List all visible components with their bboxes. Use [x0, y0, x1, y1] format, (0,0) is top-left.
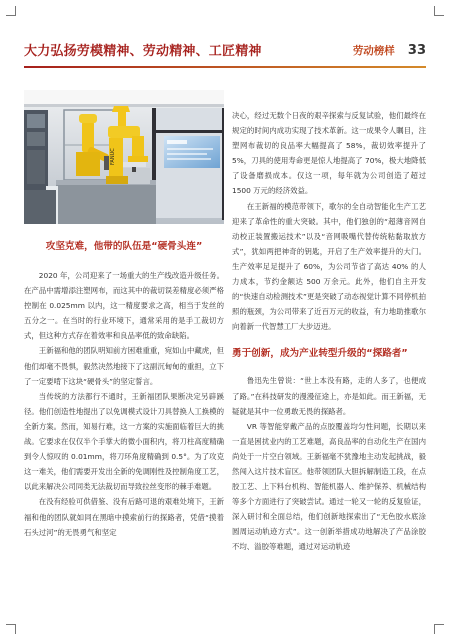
- left-paragraph-3: 当传统的方法都行不通时，王新福团队果断决定另辟蹊径。他们创造性地提出了以免调模式设计刀具替换人工换模的全新方案。然而，知易行难，这一方案的实施面临着巨大的挑战。它要求在仅仅半个手掌大的微小面积内，将刀柱高度精确到令人惊叹的 0.01mm，将刀环角度精确到 0.5°。为了攻克这一难关，他们需要开发出全新的免调刚性及控制角度工艺，以此来解决公司同类无法裁切而导致拉丝变形的棘手难题。: [24, 391, 224, 492]
- crop-mark-bottom-left: [6, 624, 16, 634]
- left-subheading: 攻坚克难，他带的队伍是“硬骨头连”: [45, 241, 203, 252]
- left-paragraph-4: 在没有经验可供借鉴、没有后路可退的艰难处境下，王新福和他的团队就如同在黑暗中摸索前行的探路者，凭借“摸着石头过河”的无畏勇气和坚定: [24, 497, 224, 537]
- header-right: [353, 40, 426, 59]
- crop-mark-bottom-right: [434, 624, 444, 634]
- crop-mark-top-right: [434, 6, 444, 16]
- right-paragraph-3: 鲁迅先生曾说：“世上本没有路，走的人多了，也便成了路。”在科技研发的漫漫征途上，亦是如此。而王新福，无疑就是其中一位勇敢无畏的探路者。: [232, 376, 426, 416]
- header-divider: [24, 66, 426, 68]
- right-paragraph-4: VR 等智能穿戴产品的点胶覆盖均匀性问题，长期以来一直是困扰业内的工艺难题，高良品率的自动化生产在国内尚处于一片空白领域。王新福毫不犹豫地主动发起挑战，毅然闯入这片技术盲区。他带领团队大胆拆解制造工段，在点胶工艺、上下料台机构、智能机器人、维护保养、机械结构等多个方面进行了突破尝试。通过一轮又一轮的反复验证，深入研讨和全面总结，他们创新地探索出了“无色胶水底涂圆周运动轨迹方式”。这一创新举措成功地解决了产品涂胶不均、溢胶等难题，通过对运动轨迹: [232, 421, 426, 552]
- left-paragraph-2: 王新福和他的团队明知前方困难重重，宛如山中藏虎，但他们却毫不畏惧，毅然决然地接下了这副沉甸甸的重担，立下了一定要啃下这块“硬骨头”的坚定誓言。: [24, 346, 224, 386]
- section-label: 劳动榜样: [352, 45, 395, 57]
- right-column: [232, 108, 426, 555]
- page-header: [24, 40, 426, 62]
- left-paragraph-1: 2020 年，公司迎来了一场重大的生产线改造升级任务。在产品中需增添注塑网布，而这其中的裁切误差精度必须严格控制在 0.025mm 以内，这一精度要求之高，相当于发丝的五分之一。在当时的行业环境下，通常采用的是手工裁切方式，但这种方式存在着效率和良品率低的致命缺陷。: [24, 271, 224, 341]
- left-column: [24, 240, 224, 540]
- right-paragraph-1: 决心，经过无数个日夜的艰辛探索与反复试验，他们最终在规定的时间内成功实现了技术革新。这一成果令人瞩目，注塑网布裁切的良品率大幅提高了 58%，裁切效率提升了 5%，刀具的使用寿命更是惊人地提高了 70%，极大地降低了设备磨损成本。仅这一项，每年就为公司创造了超过 1500 万元的经济效益。: [232, 111, 426, 196]
- svg-text:FANUC: FANUC: [110, 148, 116, 165]
- industrial-robot-photo: [24, 90, 224, 224]
- page-title: 大力弘扬劳模精神、劳动精神、工匠精神: [24, 44, 262, 59]
- page-number: 33: [407, 43, 426, 58]
- robot-illustration: [24, 90, 224, 224]
- right-paragraph-2: 在王新福的模范带领下，歌尔的全自动智能化生产工艺迎来了革命性的重大突破。其中，他们独创的“超薄音网自动校正装置搬运技术”以及“音网吸嘴代替传统粘黏取放方式”，犹如两把神奇的钥匙，开启了生产效率提升的大门。生产效率足足提升了 60%，为公司节省了高达 40% 的人力成本，节约金额达 500 万余元。此外，他们自主开发的“快速自动检测技术”更是突破了动态视觉计算不同停机拍照的瓶颈，为公司带来了近百万元的收益，有力地助推歌尔向着新一代智慧工厂大步迈进。: [232, 201, 426, 332]
- crop-mark-top-left: [6, 6, 16, 16]
- right-subheading: 勇于创新，成为产业转型升级的“探路者”: [232, 348, 408, 360]
